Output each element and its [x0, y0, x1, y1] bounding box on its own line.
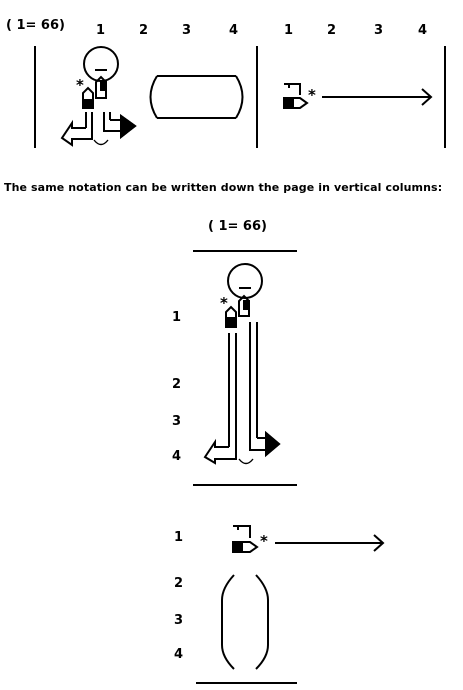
- beat-number: 3: [182, 23, 192, 38]
- flag-symbol: [233, 526, 257, 552]
- caption-text: The same notation can be written down the page in vertical columns:: [4, 181, 443, 194]
- path-arrow: [322, 89, 431, 105]
- beat-number: 4: [172, 449, 182, 464]
- beat-number: 1: [174, 530, 184, 545]
- star-mark: *: [220, 294, 228, 312]
- path-sign: [151, 76, 243, 118]
- beat-number: 3: [172, 414, 182, 429]
- head-symbol: [228, 264, 262, 298]
- beat-number: 2: [174, 576, 184, 591]
- flag-symbol: [284, 84, 307, 108]
- beat-number: 1: [96, 23, 106, 38]
- star-mark: *: [260, 532, 268, 550]
- beat-number: 4: [174, 647, 184, 662]
- tempo-marking-horizontal: ( 1= 66): [6, 18, 65, 33]
- beat-number: 2: [139, 23, 149, 38]
- hold-sign: [239, 459, 253, 464]
- beat-number: 4: [418, 23, 428, 38]
- path-sign: [222, 575, 268, 669]
- path-arrow: [275, 535, 383, 551]
- beat-number: 3: [374, 23, 384, 38]
- hold-sign: [94, 140, 108, 145]
- star-mark: *: [76, 76, 84, 94]
- leg-left-arrow: [205, 333, 236, 463]
- leg-left-arrow: [62, 112, 92, 145]
- beat-number: 3: [174, 613, 184, 628]
- beat-number: 4: [229, 23, 239, 38]
- leg-right-arrow: [104, 112, 135, 137]
- beat-number: 2: [327, 23, 337, 38]
- support-symbol: [83, 77, 106, 108]
- tempo-marking-vertical: ( 1= 66): [208, 219, 267, 234]
- star-mark: *: [308, 86, 316, 104]
- beat-number: 2: [172, 377, 182, 392]
- beat-number: 1: [172, 310, 182, 325]
- beat-number: 1: [284, 23, 294, 38]
- leg-right-arrow: [250, 322, 279, 455]
- support-symbol: [226, 296, 249, 327]
